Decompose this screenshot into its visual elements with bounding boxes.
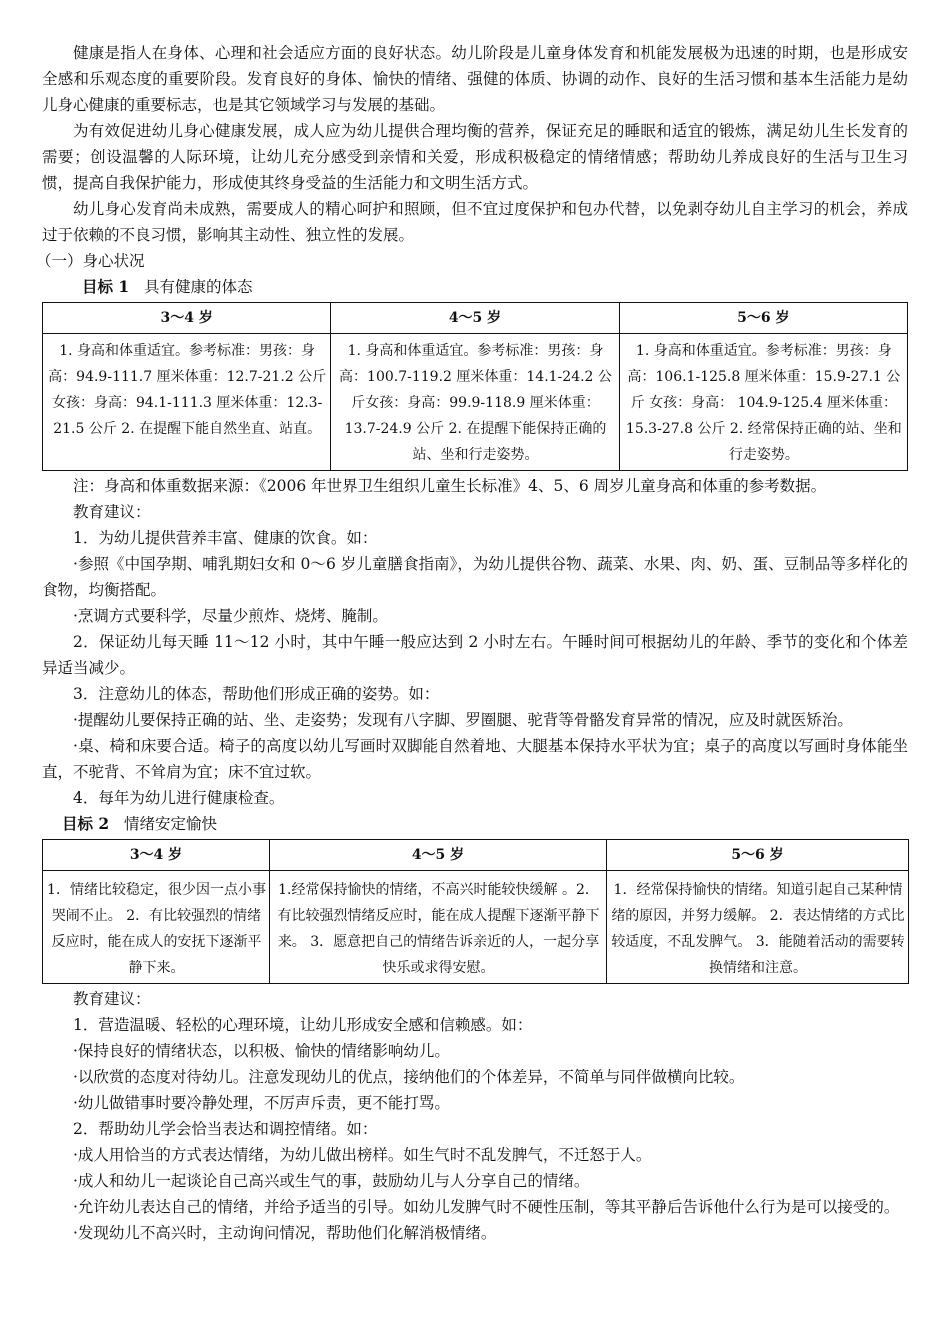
- advice-2-item: ·成人和幼儿一起谈论自己高兴或生气的事，鼓励幼儿与人分享自己的情绪。: [73, 1172, 590, 1190]
- advice-1-item: ·桌、椅和床要合适。椅子的高度以幼儿写画时双脚能自然着地、大腿基本保持水平状为宜；桌子的高度以写画时身体能坐直，不驼背、不耸肩为宜；床不宜过软。: [42, 737, 908, 781]
- goal-2-content-row: [43, 871, 909, 984]
- goal-2-label: 目标 2: [62, 814, 110, 833]
- advice-2-heading: 教育建议：: [73, 990, 151, 1008]
- advice-1-item: ·提醒幼儿要保持正确的站、坐、走姿势；发现有八字脚、罗圈腿、驼背等骨骼发育异常的情况，应及时就医矫治。: [73, 711, 853, 729]
- goal-1-label: 目标 1: [82, 277, 130, 296]
- advice-2-item: ·保持良好的情绪状态，以积极、愉快的情绪影响幼儿。: [73, 1042, 450, 1060]
- intro-paragraph-3: 幼儿身心发育尚未成熟，需要成人的精心呵护和照顾，但不宜过度保护和包办代替，以免剥夺幼儿自主学习的机会，养成过于依赖的不良习惯，影响其主动性、独立性的发展。: [42, 200, 908, 244]
- goal-2-cell-age-5-6: 1．经常保持愉快的情绪。知道引起自己某种情绪的原因，并努力缓解。 2．表达情绪的方式比较适度，不乱发脾气。 3．能随着活动的需要转换情绪和注意。: [607, 871, 909, 984]
- goal-2-title: 情绪安定愉快: [123, 815, 217, 833]
- goal-1-header-row: [43, 303, 908, 334]
- goal-2-header-row: [43, 840, 909, 871]
- goal-1-header-age-3-4: 3～4 岁: [43, 303, 331, 334]
- advice-1-item: 2．保证幼儿每天睡 11～12 小时，其中午睡一般应达到 2 小时左右。午睡时间可根据幼儿的年龄、季节的变化和个体差异适当减少。: [42, 633, 908, 677]
- goal-1-table: [42, 302, 908, 471]
- goal-2-table: [42, 839, 909, 984]
- goal-2-header-age-3-4: 3～4 岁: [43, 840, 270, 871]
- advice-2-item: ·以欣赏的态度对待幼儿。注意发现幼儿的优点，接纳他们的个体差异，不简单与同伴做横向比较。: [73, 1068, 745, 1086]
- advice-1-item: 3．注意幼儿的体态，帮助他们形成正确的姿势。如：: [73, 685, 440, 703]
- advice-1-heading: 教育建议：: [73, 503, 151, 521]
- intro-paragraph-1: 健康是指人在身体、心理和社会适应方面的良好状态。幼儿阶段是儿童身体发育和机能发展极为迅速的时期，也是形成安全感和乐观态度的重要阶段。发育良好的身体、愉快的情绪、强健的体质、协调的动作、良好的生活习惯和基本生活能力是幼儿身心健康的重要标志，也是其它领域学习与发展的基础。: [42, 44, 908, 114]
- goal-1-cell-age-4-5: 1. 身高和体重适宜。参考标准：男孩：身高：100.7-119.2 厘米体重：14.1-24.2 公斤女孩：身高：99.9-118.9 厘米体重：13.7-24.9 公斤 2. 在提醒下能保持正确的站、坐和行走姿势。: [331, 334, 619, 471]
- goal-2-header-age-5-6: 5～6 岁: [607, 840, 909, 871]
- goal-2-heading: [42, 811, 908, 837]
- advice-2-item: ·成人用恰当的方式表达情绪，为幼儿做出榜样。如生气时不乱发脾气，不迁怒于人。: [73, 1146, 652, 1164]
- goal-1-cell-age-5-6: 1. 身高和体重适宜。参考标准：男孩：身高：106.1-125.8 厘米体重：15.9-27.1 公斤 女孩：身高： 104.9-125.4 厘米体重：15.3-27.8 公斤 2. 经常保持正确的站、坐和行走姿势。: [619, 334, 907, 471]
- goal-1-title: 具有健康的体态: [143, 278, 253, 296]
- section-heading: （一）身心状况: [36, 252, 145, 270]
- advice-1-item: 1．为幼儿提供营养丰富、健康的饮食。如：: [73, 529, 378, 547]
- advice-1-item: ·烹调方式要科学，尽量少煎炸、烧烤、腌制。: [73, 607, 388, 625]
- goal-1-content-row: [43, 334, 908, 471]
- goal-1-header-age-4-5: 4～5 岁: [331, 303, 619, 334]
- advice-1-item: ·参照《中国孕期、哺乳期妇女和 0～6 岁儿童膳食指南》，为幼儿提供谷物、蔬菜、水果、肉、奶、蛋、豆制品等多样化的食物，均衡搭配。: [42, 555, 908, 599]
- goal-2-cell-age-4-5: 1.经常保持愉快的情绪，不高兴时能较快缓解 。2．有比较强烈情绪反应时，能在成人提醒下逐渐平静下来。 3．愿意把自己的情绪告诉亲近的人，一起分享快乐或求得安慰。: [270, 871, 607, 984]
- intro-paragraph-2: 为有效促进幼儿身心健康发展，成人应为幼儿提供合理均衡的营养，保证充足的睡眠和适宜的锻炼，满足幼儿生长发育的需要；创设温馨的人际环境，让幼儿充分感受到亲情和关爱，形成积极稳定的情绪情感；帮助幼儿养成良好的生活与卫生习惯，提高自我保护能力，形成使其终身受益的生活能力和文明生活方式。: [42, 122, 908, 192]
- advice-2-item: ·允许幼儿表达自己的情绪，并给予适当的引导。如幼儿发脾气时不硬性压制，等其平静后告诉他什么行为是可以接受的。: [73, 1198, 900, 1216]
- document-page: [36, 40, 908, 1246]
- goal-2-header-age-4-5: 4～5 岁: [270, 840, 607, 871]
- data-source-note: 注：身高和体重数据来源：《2006 年世界卫生组织儿童生长标准》4、5、6 周岁儿童身高和体重的参考数据。: [73, 477, 827, 495]
- advice-2-item: 1．营造温暖、轻松的心理环境，让幼儿形成安全感和信赖感。如：: [73, 1016, 533, 1034]
- advice-1-item: 4．每年为幼儿进行健康检查。: [73, 789, 285, 807]
- goal-1-header-age-5-6: 5～6 岁: [619, 303, 907, 334]
- goal-1-heading: [42, 274, 908, 300]
- advice-2-item: ·幼儿做错事时要冷静处理，不厉声斥责，更不能打骂。: [73, 1094, 450, 1112]
- goal-1-cell-age-3-4: 1. 身高和体重适宜。参考标准：男孩：身高：94.9-111.7 厘米体重：12.7-21.2 公斤女孩：身高：94.1-111.3 厘米体重：12.3-21.5 公斤 2. 在提醒下能自然坐直、站直。: [43, 334, 331, 471]
- advice-2-item: ·发现幼儿不高兴时，主动询问情况，帮助他们化解消极情绪。: [73, 1224, 497, 1242]
- advice-2-item: 2．帮助幼儿学会恰当表达和调控情绪。如：: [73, 1120, 378, 1138]
- goal-2-cell-age-3-4: 1．情绪比较稳定，很少因一点小事哭闹不止。 2．有比较强烈的情绪反应时，能在成人的安抚下逐渐平静下来。: [43, 871, 270, 984]
